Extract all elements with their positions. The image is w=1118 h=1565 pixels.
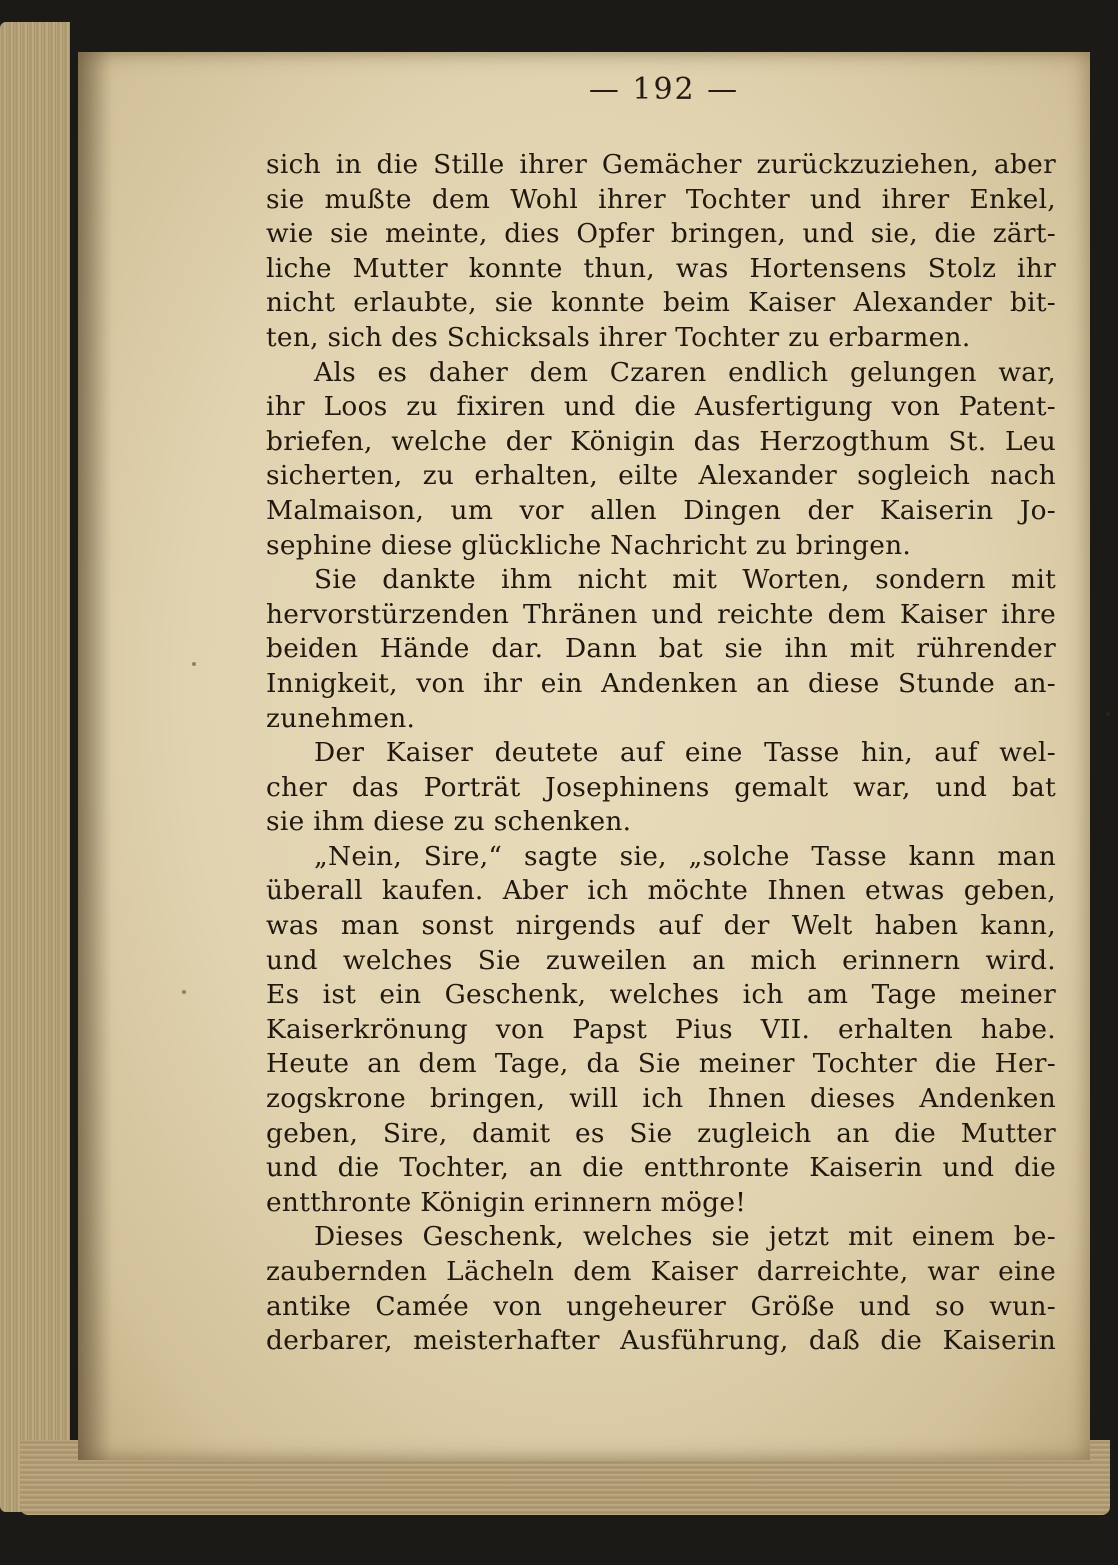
paper-speck xyxy=(192,662,196,666)
text-line: liche Mutter konnte thun, was Hortensens Stolz ihr xyxy=(266,252,1056,284)
text-line: sephine diese glückliche Nachricht zu bringen. xyxy=(266,529,912,561)
paper-speck xyxy=(182,990,186,994)
text-line: hervorstürzenden Thränen und reichte dem Kaiser ihre xyxy=(266,598,1056,630)
text-line: „Nein, Sire,“ sagte sie, „solche Tasse kann man xyxy=(314,840,1056,872)
text-line: ihr Loos zu fixiren und die Ausfertigung von Patent- xyxy=(266,391,1056,423)
text-line: beiden Hände dar. Dann bat sie ihn mit rührender xyxy=(266,633,1056,665)
text-line: antike Camée von ungeheurer Größe und so wun- xyxy=(266,1290,1056,1322)
text-line: und die Tochter, an die entthronte Kaiserin und die xyxy=(266,1152,1056,1184)
text-line: briefen, welche der Königin das Herzogthum St. Leu xyxy=(266,425,1056,457)
text-line: nicht erlaubte, sie konnte beim Kaiser Alexander bit- xyxy=(266,287,1056,319)
text-line: entthronte Königin erinnern möge! xyxy=(266,1186,747,1218)
text-line: sie mußte dem Wohl ihrer Tochter und ihrer Enkel, xyxy=(266,183,1056,215)
text-line: was man sonst nirgends auf der Welt haben kann, xyxy=(266,910,1056,942)
text-line: Kaiserkrönung von Papst Pius VII. erhalten habe. xyxy=(266,1013,1056,1045)
text-line: Dieses Geschenk, welches sie jetzt mit einem be- xyxy=(314,1221,1056,1253)
page-number: — 192 — xyxy=(588,72,740,107)
text-line: Der Kaiser deutete auf eine Tasse hin, auf wel- xyxy=(314,737,1056,769)
text-line: sicherten, zu erhalten, eilte Alexander sogleich nach xyxy=(266,460,1056,492)
body-text xyxy=(266,148,1056,1359)
text-line: Heute an dem Tage, da Sie meiner Tochter die Her- xyxy=(266,1048,1056,1080)
text-line: sich in die Stille ihrer Gemächer zurückzuziehen, aber xyxy=(266,149,1056,180)
text-line: zunehmen. xyxy=(266,702,416,734)
text-line: überall kaufen. Aber ich möchte Ihnen etwas geben, xyxy=(266,875,1056,907)
text-line: Sie dankte ihm nicht mit Worten, sondern mit xyxy=(314,564,1056,596)
text-line: und welches Sie zuweilen an mich erinnern wird. xyxy=(266,944,1056,976)
text-line: wie sie meinte, dies Opfer bringen, und sie, die zärt- xyxy=(266,218,1056,250)
text-line: ten, sich des Schicksals ihrer Tochter zu erbarmen. xyxy=(266,321,971,353)
text-line: zaubernden Lächeln dem Kaiser darreichte, war eine xyxy=(266,1256,1056,1287)
paper-speck xyxy=(1106,712,1110,716)
text-line: geben, Sire, damit es Sie zugleich an die Mutter xyxy=(266,1117,1056,1149)
text-line: derbarer, meisterhafter Ausführung, daß die Kaiserin xyxy=(266,1325,1056,1357)
text-line: sie ihm diese zu schenken. xyxy=(266,806,632,838)
text-line: zogskrone bringen, will ich Ihnen dieses Andenken xyxy=(266,1083,1056,1115)
text-line: Innigkeit, von ihr ein Andenken an diese Stunde an- xyxy=(266,667,1056,699)
text-line: Es ist ein Geschenk, welches ich am Tage meiner xyxy=(266,979,1056,1011)
text-line: cher das Porträt Josephinens gemalt war, und bat xyxy=(266,771,1056,803)
text-line: Malmaison, um vor allen Dingen der Kaiserin Jo- xyxy=(266,494,1056,526)
book-page-edges xyxy=(0,22,70,1512)
spine-shadow xyxy=(78,52,112,1460)
text-line: Als es daher dem Czaren endlich gelungen war, xyxy=(314,356,1056,388)
